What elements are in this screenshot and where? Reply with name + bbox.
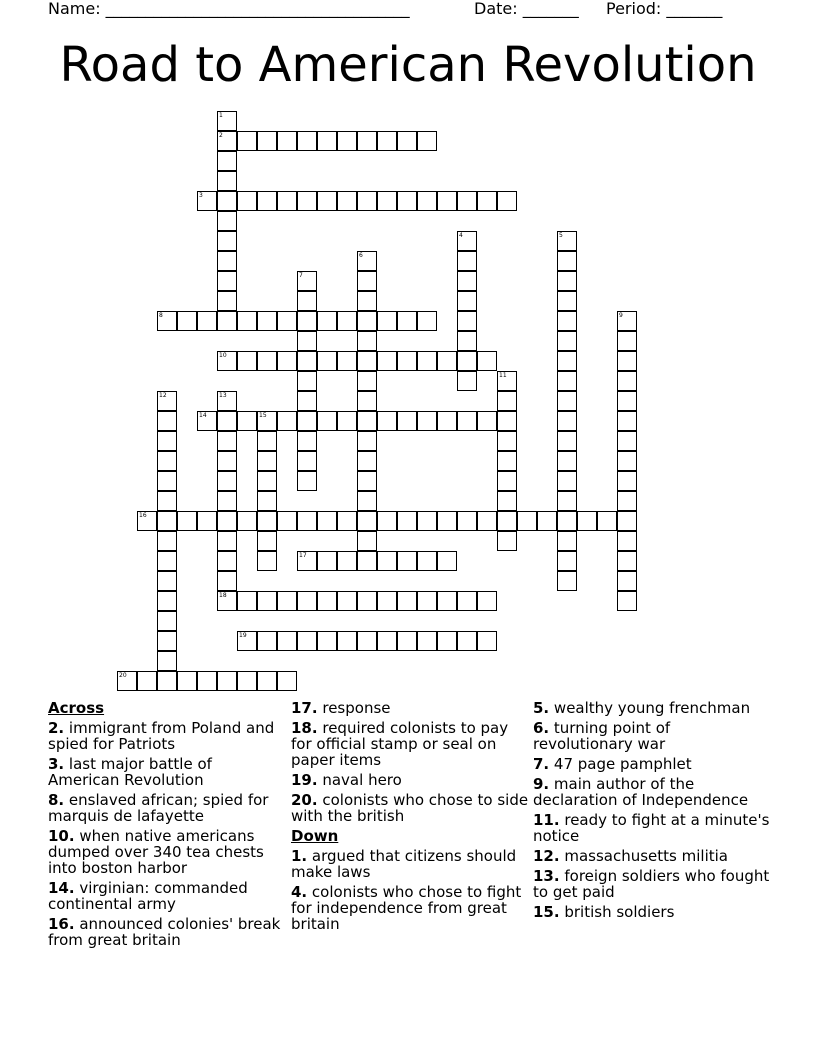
grid-cell[interactable] bbox=[457, 511, 477, 531]
grid-cell[interactable] bbox=[557, 331, 577, 351]
grid-cell[interactable] bbox=[197, 311, 217, 331]
grid-cell[interactable] bbox=[137, 671, 157, 691]
grid-cell[interactable] bbox=[157, 531, 177, 551]
grid-cell[interactable] bbox=[257, 451, 277, 471]
grid-cell[interactable] bbox=[457, 191, 477, 211]
grid-cell[interactable] bbox=[217, 251, 237, 271]
clue-number: 20 bbox=[119, 672, 127, 679]
grid-cell[interactable] bbox=[197, 671, 217, 691]
grid-cell[interactable] bbox=[277, 511, 297, 531]
grid-cell[interactable] bbox=[157, 611, 177, 631]
grid-cell[interactable] bbox=[617, 411, 637, 431]
grid-cell[interactable] bbox=[457, 291, 477, 311]
grid-cell[interactable] bbox=[277, 671, 297, 691]
grid-cell[interactable] bbox=[297, 551, 317, 571]
grid-cell[interactable] bbox=[617, 431, 637, 451]
grid-cell[interactable] bbox=[357, 511, 377, 531]
grid-cell[interactable] bbox=[157, 471, 177, 491]
grid-cell[interactable] bbox=[377, 591, 397, 611]
grid-cell[interactable] bbox=[217, 551, 237, 571]
grid-cell[interactable] bbox=[337, 191, 357, 211]
clue-number: 8 bbox=[159, 312, 163, 319]
grid-cell[interactable] bbox=[557, 311, 577, 331]
grid-cell[interactable] bbox=[417, 411, 437, 431]
grid-cell[interactable] bbox=[277, 591, 297, 611]
grid-cell[interactable] bbox=[257, 411, 277, 431]
clue-across-8: 8. enslaved african; spied for marquis de lafayette bbox=[48, 791, 269, 825]
clue-across-10: 10. when native americans dumped over 340 tea chests into boston harbor bbox=[48, 827, 264, 877]
grid-cell[interactable] bbox=[557, 411, 577, 431]
grid-cell[interactable] bbox=[377, 631, 397, 651]
grid-cell[interactable] bbox=[317, 511, 337, 531]
clues-column-3 bbox=[533, 700, 773, 924]
clue-number: 12 bbox=[159, 392, 167, 399]
clue-number: 5 bbox=[559, 232, 563, 239]
grid-cell[interactable] bbox=[377, 511, 397, 531]
grid-cell[interactable] bbox=[357, 591, 377, 611]
grid-cell[interactable] bbox=[617, 471, 637, 491]
page-title: Road to American Revolution bbox=[59, 37, 757, 93]
grid-cell[interactable] bbox=[617, 591, 637, 611]
grid-cell[interactable] bbox=[337, 591, 357, 611]
grid-cell[interactable] bbox=[617, 551, 637, 571]
grid-cell[interactable] bbox=[217, 131, 237, 151]
grid-cell[interactable] bbox=[357, 371, 377, 391]
grid-cell[interactable] bbox=[197, 191, 217, 211]
grid-cell[interactable] bbox=[297, 191, 317, 211]
clue-down-5: 5. wealthy young frenchman bbox=[533, 699, 751, 717]
grid-cell[interactable] bbox=[457, 371, 477, 391]
clue-number: 17 bbox=[299, 552, 307, 559]
grid-cell[interactable] bbox=[257, 191, 277, 211]
grid-cell[interactable] bbox=[217, 171, 237, 191]
clue-down-12: 12. massachusetts militia bbox=[533, 847, 728, 865]
grid-cell[interactable] bbox=[297, 471, 317, 491]
grid-cell[interactable] bbox=[557, 471, 577, 491]
grid-cell[interactable] bbox=[317, 411, 337, 431]
grid-cell[interactable] bbox=[237, 411, 257, 431]
clue-number: 13 bbox=[219, 392, 227, 399]
grid-cell[interactable] bbox=[297, 631, 317, 651]
grid-cell[interactable] bbox=[237, 631, 257, 651]
grid-cell[interactable] bbox=[397, 631, 417, 651]
grid-cell[interactable] bbox=[337, 551, 357, 571]
clue-number: 18 bbox=[219, 592, 227, 599]
grid-cell[interactable] bbox=[257, 131, 277, 151]
grid-cell[interactable] bbox=[217, 311, 237, 331]
grid-cell[interactable] bbox=[237, 191, 257, 211]
grid-cell[interactable] bbox=[417, 551, 437, 571]
grid-cell[interactable] bbox=[217, 191, 237, 211]
grid-cell[interactable] bbox=[217, 271, 237, 291]
grid-cell[interactable] bbox=[357, 431, 377, 451]
grid-cell[interactable] bbox=[237, 671, 257, 691]
clue-down-11: 11. ready to fight at a minute's notice bbox=[533, 811, 770, 845]
grid-cell[interactable] bbox=[237, 511, 257, 531]
grid-cell[interactable] bbox=[317, 591, 337, 611]
grid-cell[interactable] bbox=[557, 551, 577, 571]
grid-cell[interactable] bbox=[417, 351, 437, 371]
grid-cell[interactable] bbox=[297, 451, 317, 471]
clue-across-2: 2. immigrant from Poland and spied for Patriots bbox=[48, 719, 275, 753]
grid-cell[interactable] bbox=[257, 551, 277, 571]
grid-cell[interactable] bbox=[217, 351, 237, 371]
grid-cell[interactable] bbox=[217, 431, 237, 451]
grid-cell[interactable] bbox=[357, 251, 377, 271]
grid-cell[interactable] bbox=[237, 311, 257, 331]
grid-cell[interactable] bbox=[557, 391, 577, 411]
grid-cell[interactable] bbox=[257, 351, 277, 371]
grid-cell[interactable] bbox=[217, 571, 237, 591]
grid-cell[interactable] bbox=[337, 411, 357, 431]
grid-cell[interactable] bbox=[437, 551, 457, 571]
grid-cell[interactable] bbox=[557, 431, 577, 451]
grid-cell[interactable] bbox=[237, 591, 257, 611]
grid-cell[interactable] bbox=[257, 511, 277, 531]
clue-number: 15 bbox=[259, 412, 267, 419]
grid-cell[interactable] bbox=[537, 511, 557, 531]
clue-number: 16 bbox=[139, 512, 147, 519]
grid-cell[interactable] bbox=[497, 371, 517, 391]
grid-cell[interactable] bbox=[437, 631, 457, 651]
grid-cell[interactable] bbox=[397, 191, 417, 211]
grid-cell[interactable] bbox=[357, 191, 377, 211]
clue-down-7: 7. 47 page pamphlet bbox=[533, 755, 692, 773]
grid-cell[interactable] bbox=[617, 371, 637, 391]
clue-down-1: 1. argued that citizens should make laws bbox=[291, 847, 517, 881]
grid-cell[interactable] bbox=[497, 531, 517, 551]
grid-cell[interactable] bbox=[277, 191, 297, 211]
grid-cell[interactable] bbox=[397, 511, 417, 531]
grid-cell[interactable] bbox=[217, 591, 237, 611]
grid-cell[interactable] bbox=[337, 311, 357, 331]
grid-cell[interactable] bbox=[557, 451, 577, 471]
grid-cell[interactable] bbox=[357, 491, 377, 511]
grid-cell[interactable] bbox=[297, 131, 317, 151]
grid-cell[interactable] bbox=[457, 311, 477, 331]
grid-cell[interactable] bbox=[217, 411, 237, 431]
name-field[interactable]: Name: ______________________________________ bbox=[48, 0, 410, 18]
grid-cell[interactable] bbox=[297, 411, 317, 431]
grid-cell[interactable] bbox=[457, 591, 477, 611]
grid-cell[interactable] bbox=[557, 351, 577, 371]
grid-cell[interactable] bbox=[277, 631, 297, 651]
grid-cell[interactable] bbox=[297, 591, 317, 611]
grid-cell[interactable] bbox=[357, 351, 377, 371]
grid-cell[interactable] bbox=[497, 491, 517, 511]
grid-cell[interactable] bbox=[157, 411, 177, 431]
grid-cell[interactable] bbox=[457, 351, 477, 371]
grid-cell[interactable] bbox=[437, 591, 457, 611]
grid-cell[interactable] bbox=[457, 631, 477, 651]
grid-cell[interactable] bbox=[197, 511, 217, 531]
grid-cell[interactable] bbox=[417, 511, 437, 531]
grid-cell[interactable] bbox=[297, 291, 317, 311]
grid-cell[interactable] bbox=[357, 551, 377, 571]
grid-cell[interactable] bbox=[237, 131, 257, 151]
grid-cell[interactable] bbox=[497, 431, 517, 451]
grid-cell[interactable] bbox=[397, 311, 417, 331]
grid-cell[interactable] bbox=[497, 471, 517, 491]
grid-cell[interactable] bbox=[577, 511, 597, 531]
clue-number: 19 bbox=[239, 632, 247, 639]
grid-cell[interactable] bbox=[437, 511, 457, 531]
grid-cell[interactable] bbox=[357, 311, 377, 331]
grid-cell[interactable] bbox=[397, 131, 417, 151]
grid-cell[interactable] bbox=[617, 451, 637, 471]
clue-number: 1 bbox=[219, 112, 223, 119]
grid-cell[interactable] bbox=[317, 551, 337, 571]
grid-cell[interactable] bbox=[557, 291, 577, 311]
grid-cell[interactable] bbox=[297, 351, 317, 371]
clue-number: 3 bbox=[199, 192, 203, 199]
grid-cell[interactable] bbox=[497, 451, 517, 471]
grid-cell[interactable] bbox=[557, 251, 577, 271]
clue-number: 7 bbox=[299, 272, 303, 279]
clue-across-16: 16. announced colonies' break from great britain bbox=[48, 915, 281, 949]
grid-cell[interactable] bbox=[357, 291, 377, 311]
grid-cell[interactable] bbox=[277, 351, 297, 371]
grid-cell[interactable] bbox=[357, 631, 377, 651]
grid-cell[interactable] bbox=[457, 251, 477, 271]
grid-cell[interactable] bbox=[157, 551, 177, 571]
grid-cell[interactable] bbox=[417, 591, 437, 611]
clue-number: 11 bbox=[499, 372, 507, 379]
clue-number: 2 bbox=[219, 132, 223, 139]
grid-cell[interactable] bbox=[237, 351, 257, 371]
grid-cell[interactable] bbox=[297, 331, 317, 351]
grid-cell[interactable] bbox=[377, 551, 397, 571]
grid-cell[interactable] bbox=[177, 511, 197, 531]
grid-cell[interactable] bbox=[617, 331, 637, 351]
grid-cell[interactable] bbox=[157, 671, 177, 691]
grid-cell[interactable] bbox=[617, 571, 637, 591]
grid-cell[interactable] bbox=[457, 231, 477, 251]
grid-cell[interactable] bbox=[317, 311, 337, 331]
clue-down-4: 4. colonists who chose to fight for independence from great britain bbox=[291, 883, 522, 933]
clue-across-14: 14. virginian: commanded continental army bbox=[48, 879, 248, 913]
period-field[interactable]: Period: _______ bbox=[606, 0, 723, 18]
clue-across-19: 19. naval hero bbox=[291, 771, 402, 789]
grid-cell[interactable] bbox=[217, 231, 237, 251]
grid-cell[interactable] bbox=[517, 511, 537, 531]
grid-cell[interactable] bbox=[617, 351, 637, 371]
clue-number: 6 bbox=[359, 252, 363, 259]
grid-cell[interactable] bbox=[277, 411, 297, 431]
grid-cell[interactable] bbox=[397, 411, 417, 431]
clue-across-17: 17. response bbox=[291, 699, 391, 717]
grid-cell[interactable] bbox=[617, 511, 637, 531]
grid-cell[interactable] bbox=[297, 271, 317, 291]
grid-cell[interactable] bbox=[157, 571, 177, 591]
grid-cell[interactable] bbox=[257, 431, 277, 451]
grid-cell[interactable] bbox=[377, 351, 397, 371]
grid-cell[interactable] bbox=[457, 331, 477, 351]
clue-down-9: 9. main author of the declaration of Independence bbox=[533, 775, 749, 809]
grid-cell[interactable] bbox=[477, 591, 497, 611]
grid-cell[interactable] bbox=[297, 311, 317, 331]
grid-cell[interactable] bbox=[357, 391, 377, 411]
grid-cell[interactable] bbox=[457, 411, 477, 431]
grid-cell[interactable] bbox=[557, 271, 577, 291]
grid-cell[interactable] bbox=[277, 131, 297, 151]
grid-cell[interactable] bbox=[317, 631, 337, 651]
grid-cell[interactable] bbox=[497, 191, 517, 211]
grid-cell[interactable] bbox=[217, 111, 237, 131]
grid-cell[interactable] bbox=[417, 631, 437, 651]
clue-across-3: 3. last major battle of American Revolution bbox=[48, 755, 212, 789]
clue-down-15: 15. british soldiers bbox=[533, 903, 675, 921]
grid-cell[interactable] bbox=[257, 311, 277, 331]
grid-cell[interactable] bbox=[357, 451, 377, 471]
clue-number: 14 bbox=[199, 412, 207, 419]
grid-cell[interactable] bbox=[157, 491, 177, 511]
grid-cell[interactable] bbox=[497, 411, 517, 431]
grid-cell[interactable] bbox=[377, 131, 397, 151]
grid-cell[interactable] bbox=[317, 191, 337, 211]
grid-cell[interactable] bbox=[357, 531, 377, 551]
grid-cell[interactable] bbox=[477, 351, 497, 371]
grid-cell[interactable] bbox=[377, 191, 397, 211]
grid-cell[interactable] bbox=[337, 351, 357, 371]
grid-cell[interactable] bbox=[557, 511, 577, 531]
grid-cell[interactable] bbox=[397, 351, 417, 371]
grid-cell[interactable] bbox=[257, 471, 277, 491]
grid-cell[interactable] bbox=[297, 371, 317, 391]
clue-number: 9 bbox=[619, 312, 623, 319]
grid-cell[interactable] bbox=[277, 311, 297, 331]
grid-cell[interactable] bbox=[437, 191, 457, 211]
grid-cell[interactable] bbox=[337, 631, 357, 651]
grid-cell[interactable] bbox=[297, 431, 317, 451]
grid-cell[interactable] bbox=[117, 671, 137, 691]
clue-down-13: 13. foreign soldiers who fought to get paid bbox=[533, 867, 770, 901]
grid-cell[interactable] bbox=[257, 491, 277, 511]
grid-cell[interactable] bbox=[197, 411, 217, 431]
grid-cell[interactable] bbox=[617, 391, 637, 411]
grid-cell[interactable] bbox=[257, 531, 277, 551]
grid-cell[interactable] bbox=[437, 411, 457, 431]
grid-cell[interactable] bbox=[557, 231, 577, 251]
grid-cell[interactable] bbox=[217, 671, 237, 691]
grid-cell[interactable] bbox=[217, 531, 237, 551]
grid-cell[interactable] bbox=[157, 451, 177, 471]
grid-cell[interactable] bbox=[357, 131, 377, 151]
grid-cell[interactable] bbox=[317, 131, 337, 151]
grid-cell[interactable] bbox=[397, 551, 417, 571]
clues-column-2 bbox=[291, 700, 531, 936]
grid-cell[interactable] bbox=[257, 671, 277, 691]
grid-cell[interactable] bbox=[177, 311, 197, 331]
grid-cell[interactable] bbox=[217, 511, 237, 531]
grid-cell[interactable] bbox=[377, 411, 397, 431]
grid-cell[interactable] bbox=[477, 631, 497, 651]
grid-cell[interactable] bbox=[217, 151, 237, 171]
grid-cell[interactable] bbox=[157, 591, 177, 611]
grid-cell[interactable] bbox=[437, 351, 457, 371]
clue-number: 4 bbox=[459, 232, 463, 239]
grid-cell[interactable] bbox=[157, 311, 177, 331]
grid-cell[interactable] bbox=[157, 651, 177, 671]
grid-cell[interactable] bbox=[617, 491, 637, 511]
grid-cell[interactable] bbox=[557, 371, 577, 391]
date-field[interactable]: Date: _______ bbox=[474, 0, 579, 18]
clue-across-20: 20. colonists who chose to side with the british bbox=[291, 791, 529, 825]
across-heading: Across bbox=[48, 699, 105, 717]
clues-column-1 bbox=[48, 700, 288, 952]
grid-cell[interactable] bbox=[177, 671, 197, 691]
grid-cell[interactable] bbox=[557, 491, 577, 511]
grid-cell[interactable] bbox=[357, 471, 377, 491]
grid-cell[interactable] bbox=[337, 511, 357, 531]
grid-cell[interactable] bbox=[257, 631, 277, 651]
grid-cell[interactable] bbox=[157, 431, 177, 451]
grid-cell[interactable] bbox=[297, 391, 317, 411]
grid-cell[interactable] bbox=[217, 291, 237, 311]
grid-cell[interactable] bbox=[617, 531, 637, 551]
grid-cell[interactable] bbox=[157, 511, 177, 531]
grid-cell[interactable] bbox=[477, 411, 497, 431]
grid-cell[interactable] bbox=[217, 491, 237, 511]
grid-cell[interactable] bbox=[377, 311, 397, 331]
grid-cell[interactable] bbox=[217, 211, 237, 231]
grid-cell[interactable] bbox=[137, 511, 157, 531]
grid-cell[interactable] bbox=[497, 391, 517, 411]
grid-cell[interactable] bbox=[617, 311, 637, 331]
grid-cell[interactable] bbox=[597, 511, 617, 531]
grid-cell[interactable] bbox=[557, 571, 577, 591]
grid-cell[interactable] bbox=[357, 331, 377, 351]
grid-cell[interactable] bbox=[217, 471, 237, 491]
grid-cell[interactable] bbox=[317, 351, 337, 371]
grid-cell[interactable] bbox=[477, 191, 497, 211]
grid-cell[interactable] bbox=[477, 511, 497, 531]
grid-cell[interactable] bbox=[417, 311, 437, 331]
grid-cell[interactable] bbox=[357, 271, 377, 291]
grid-cell[interactable] bbox=[217, 391, 237, 411]
grid-cell[interactable] bbox=[157, 391, 177, 411]
grid-cell[interactable] bbox=[357, 411, 377, 431]
grid-cell[interactable] bbox=[497, 511, 517, 531]
grid-cell[interactable] bbox=[257, 591, 277, 611]
grid-cell[interactable] bbox=[297, 511, 317, 531]
grid-cell[interactable] bbox=[217, 451, 237, 471]
grid-cell[interactable] bbox=[157, 631, 177, 651]
grid-cell[interactable] bbox=[417, 131, 437, 151]
down-heading: Down bbox=[291, 827, 339, 845]
grid-cell[interactable] bbox=[557, 531, 577, 551]
grid-cell[interactable] bbox=[337, 131, 357, 151]
clue-number: 10 bbox=[219, 352, 227, 359]
clue-across-18: 18. required colonists to pay for official stamp or seal on paper items bbox=[291, 719, 509, 769]
clue-down-6: 6. turning point of revolutionary war bbox=[533, 719, 671, 753]
grid-cell[interactable] bbox=[457, 271, 477, 291]
grid-cell[interactable] bbox=[417, 191, 437, 211]
grid-cell[interactable] bbox=[397, 591, 417, 611]
